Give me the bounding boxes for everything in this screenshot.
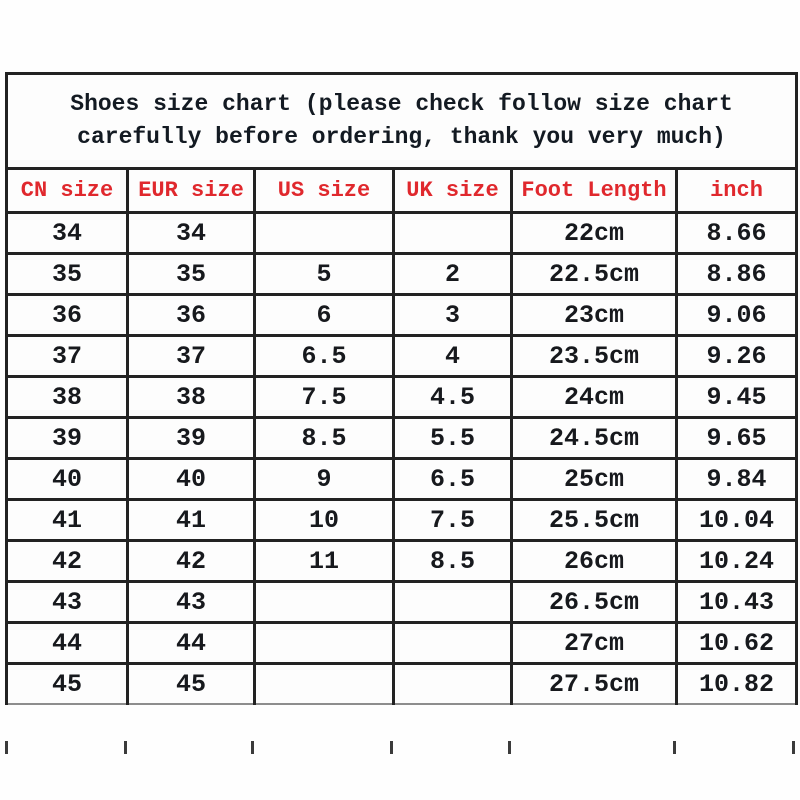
- cell-foot-length: 25cm: [512, 459, 677, 500]
- cell-foot-length: 27.5cm: [512, 664, 677, 705]
- size-table-body: [7, 213, 797, 705]
- cell-cn-size: 40: [7, 459, 128, 500]
- cell-cn-size: 39: [7, 418, 128, 459]
- cell-cn-size: 44: [7, 623, 128, 664]
- cell-us-size: [255, 664, 394, 705]
- cell-us-size: 6.5: [255, 336, 394, 377]
- cell-foot-length: 23.5cm: [512, 336, 677, 377]
- cell-us-size: [255, 213, 394, 254]
- cell-uk-size: 5.5: [394, 418, 512, 459]
- cell-eur-size: 35: [128, 254, 255, 295]
- cell-us-size: 8.5: [255, 418, 394, 459]
- cell-us-size: 6: [255, 295, 394, 336]
- cell-eur-size: 39: [128, 418, 255, 459]
- cell-inch: 10.82: [677, 664, 797, 705]
- table-row: [7, 664, 797, 705]
- cell-eur-size: 45: [128, 664, 255, 705]
- cell-inch: 8.66: [677, 213, 797, 254]
- cell-cn-size: 42: [7, 541, 128, 582]
- cell-inch: 9.26: [677, 336, 797, 377]
- cell-us-size: 7.5: [255, 377, 394, 418]
- cell-foot-length: 27cm: [512, 623, 677, 664]
- cell-cn-size: 34: [7, 213, 128, 254]
- cell-eur-size: 37: [128, 336, 255, 377]
- cell-foot-length: 25.5cm: [512, 500, 677, 541]
- cell-inch: 9.06: [677, 295, 797, 336]
- cell-cn-size: 36: [7, 295, 128, 336]
- cell-inch: 9.84: [677, 459, 797, 500]
- cell-inch: 8.86: [677, 254, 797, 295]
- table-row: [7, 377, 797, 418]
- cell-uk-size: [394, 582, 512, 623]
- shoes-size-table: [5, 72, 798, 705]
- cell-foot-length: 22cm: [512, 213, 677, 254]
- table-row: [7, 582, 797, 623]
- chart-title: Shoes size chart (please check follow size chart carefully before ordering, thank you very much): [7, 74, 797, 169]
- cell-inch: 10.43: [677, 582, 797, 623]
- cell-uk-size: 2: [394, 254, 512, 295]
- cell-eur-size: 40: [128, 459, 255, 500]
- cell-uk-size: 7.5: [394, 500, 512, 541]
- table-header-row: [7, 169, 797, 213]
- table-row: [7, 295, 797, 336]
- table-row: [7, 336, 797, 377]
- cell-foot-length: 24.5cm: [512, 418, 677, 459]
- cell-us-size: 11: [255, 541, 394, 582]
- cell-eur-size: 42: [128, 541, 255, 582]
- column-header-eur-size: EUR size: [128, 169, 255, 213]
- cell-foot-length: 24cm: [512, 377, 677, 418]
- cell-eur-size: 34: [128, 213, 255, 254]
- cell-cn-size: 35: [7, 254, 128, 295]
- column-header-inch: inch: [677, 169, 797, 213]
- cell-eur-size: 44: [128, 623, 255, 664]
- cell-uk-size: [394, 213, 512, 254]
- cell-eur-size: 41: [128, 500, 255, 541]
- cell-us-size: 5: [255, 254, 394, 295]
- cell-us-size: [255, 623, 394, 664]
- table-row: [7, 254, 797, 295]
- table-row: [7, 500, 797, 541]
- cell-foot-length: 26cm: [512, 541, 677, 582]
- cell-uk-size: 4: [394, 336, 512, 377]
- cell-eur-size: 36: [128, 295, 255, 336]
- cell-inch: 9.45: [677, 377, 797, 418]
- table-row: [7, 213, 797, 254]
- table-title-row: [7, 74, 797, 169]
- cell-uk-size: 8.5: [394, 541, 512, 582]
- column-header-us-size: US size: [255, 169, 394, 213]
- cell-uk-size: [394, 664, 512, 705]
- cell-uk-size: [394, 623, 512, 664]
- cell-us-size: 10: [255, 500, 394, 541]
- cell-cn-size: 38: [7, 377, 128, 418]
- cell-cn-size: 41: [7, 500, 128, 541]
- table-bottom-line-tails: [5, 741, 795, 754]
- column-header-cn-size: CN size: [7, 169, 128, 213]
- cell-cn-size: 45: [7, 664, 128, 705]
- cell-uk-size: 6.5: [394, 459, 512, 500]
- cell-us-size: [255, 582, 394, 623]
- cell-eur-size: 43: [128, 582, 255, 623]
- cell-cn-size: 37: [7, 336, 128, 377]
- cell-foot-length: 23cm: [512, 295, 677, 336]
- cell-inch: 10.04: [677, 500, 797, 541]
- cell-inch: 9.65: [677, 418, 797, 459]
- cell-cn-size: 43: [7, 582, 128, 623]
- cell-uk-size: 4.5: [394, 377, 512, 418]
- table-row: [7, 418, 797, 459]
- table-row: [7, 623, 797, 664]
- table-row: [7, 459, 797, 500]
- cell-eur-size: 38: [128, 377, 255, 418]
- cell-uk-size: 3: [394, 295, 512, 336]
- cell-us-size: 9: [255, 459, 394, 500]
- column-header-foot-length: Foot Length: [512, 169, 677, 213]
- cell-inch: 10.24: [677, 541, 797, 582]
- table-row: [7, 541, 797, 582]
- cell-foot-length: 26.5cm: [512, 582, 677, 623]
- cell-foot-length: 22.5cm: [512, 254, 677, 295]
- cell-inch: 10.62: [677, 623, 797, 664]
- column-header-uk-size: UK size: [394, 169, 512, 213]
